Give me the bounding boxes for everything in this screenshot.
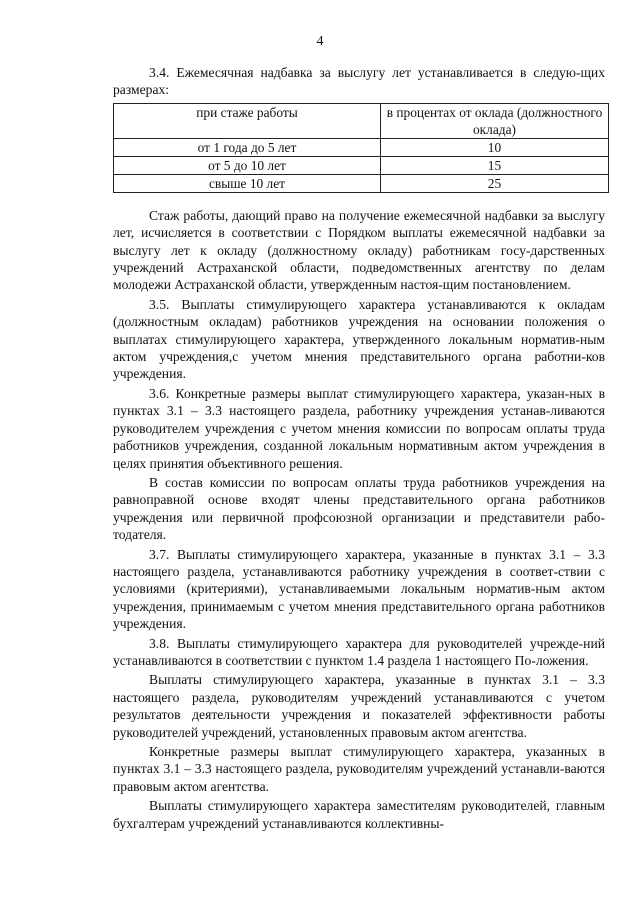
page-number: 4 bbox=[316, 34, 324, 49]
paragraph: Конкретные размеры выплат стимулирующего характера, указанных в пунктах 3.1 – 3.3 настоящего раздела, руководителям учреждений устанавли-ваются правовым актом агентства. bbox=[113, 744, 605, 794]
table-row bbox=[114, 174, 609, 192]
seniority-bonus-table bbox=[113, 103, 609, 193]
paragraph: В состав комиссии по вопросам оплаты труда работников учреждения на равноправной основе входят члены представительного органа работников учреждения или первичной профсоюзной организации и представители рабо-тодателя. bbox=[113, 474, 605, 543]
table-header-row bbox=[114, 103, 609, 138]
table-cell: 25 bbox=[381, 174, 609, 192]
paragraph: Выплаты стимулирующего характера, указанные в пунктах 3.1 – 3.3 настоящего раздела, руководителям учреждений устанавливаются с учетом результатов деятельности учреждения и показателей эффективности работы руководителей учреждений, установленных правовым актом агентства. bbox=[113, 672, 605, 740]
table-cell: от 1 года до 5 лет bbox=[114, 138, 381, 156]
paragraph: 3.6. Конкретные размеры выплат стимулирующего характера, указан-ных в пунктах 3.1 – 3.3 настоящего раздела, работнику учреждения устанав-ливаются руководителем учреждения с учетом мнения комиссии по вопросам оплаты труда работников учреждения, созданной локальным нормативным актом учреждения в целях принятия объективного решения. bbox=[113, 385, 605, 471]
paragraph: Стаж работы, дающий право на получение ежемесячной надбавки за выслугу лет, исчисляется в соответствии с Порядком выплаты ежемесячной надбавки за выслугу лет к окладу (должностному окладу) работникам госу-дарственных учреждений Астраханской области, подведомственных агентству по делам молодежи Астраханской области, утвержденным настоя-щим постановлением. bbox=[113, 207, 605, 293]
table-row bbox=[114, 138, 609, 156]
paragraph: 3.8. Выплаты стимулирующего характера для руководителей учрежде-ний устанавливаются в соответствии с пунктом 1.4 раздела 1 настоящего По-ложения. bbox=[113, 635, 605, 668]
table-header-cell: при стаже работы bbox=[114, 103, 381, 138]
table-cell: 15 bbox=[381, 156, 609, 174]
paragraph: 3.5. Выплаты стимулирующего характера устанавливаются к окладам (должностным окладам) работников учреждения на основании положения о выплатах стимулирующего характера, утвержденного локальным норматив-ным актом учреждения,с учетом мнения представительного органа работни-ков учреждения. bbox=[113, 296, 605, 382]
table-cell: свыше 10 лет bbox=[114, 174, 381, 192]
table-header-cell: в процентах от оклада (должностного оклада) bbox=[381, 103, 609, 138]
table-cell: 10 bbox=[381, 138, 609, 156]
paragraph: 3.7. Выплаты стимулирующего характера, указанные в пунктах 3.1 – 3.3 настоящего раздела, устанавливаются работнику учреждения в соответ-ствии с условиями (критериями), устанавливаемыми локальным норматив-ным актом учреждения, принимаемым с учетом мнения представительного органа работников учреждения. bbox=[113, 546, 605, 632]
table-cell: от 5 до 10 лет bbox=[114, 156, 381, 174]
paragraph: Выплаты стимулирующего характера заместителям руководителей, главным бухгалтерам учреждений устанавливаются коллективны- bbox=[113, 798, 605, 831]
document-body bbox=[113, 64, 605, 834]
table-row bbox=[114, 156, 609, 174]
section-3-4-intro: 3.4. Ежемесячная надбавка за выслугу лет устанавливается в следую-щих размерах: bbox=[113, 65, 605, 98]
